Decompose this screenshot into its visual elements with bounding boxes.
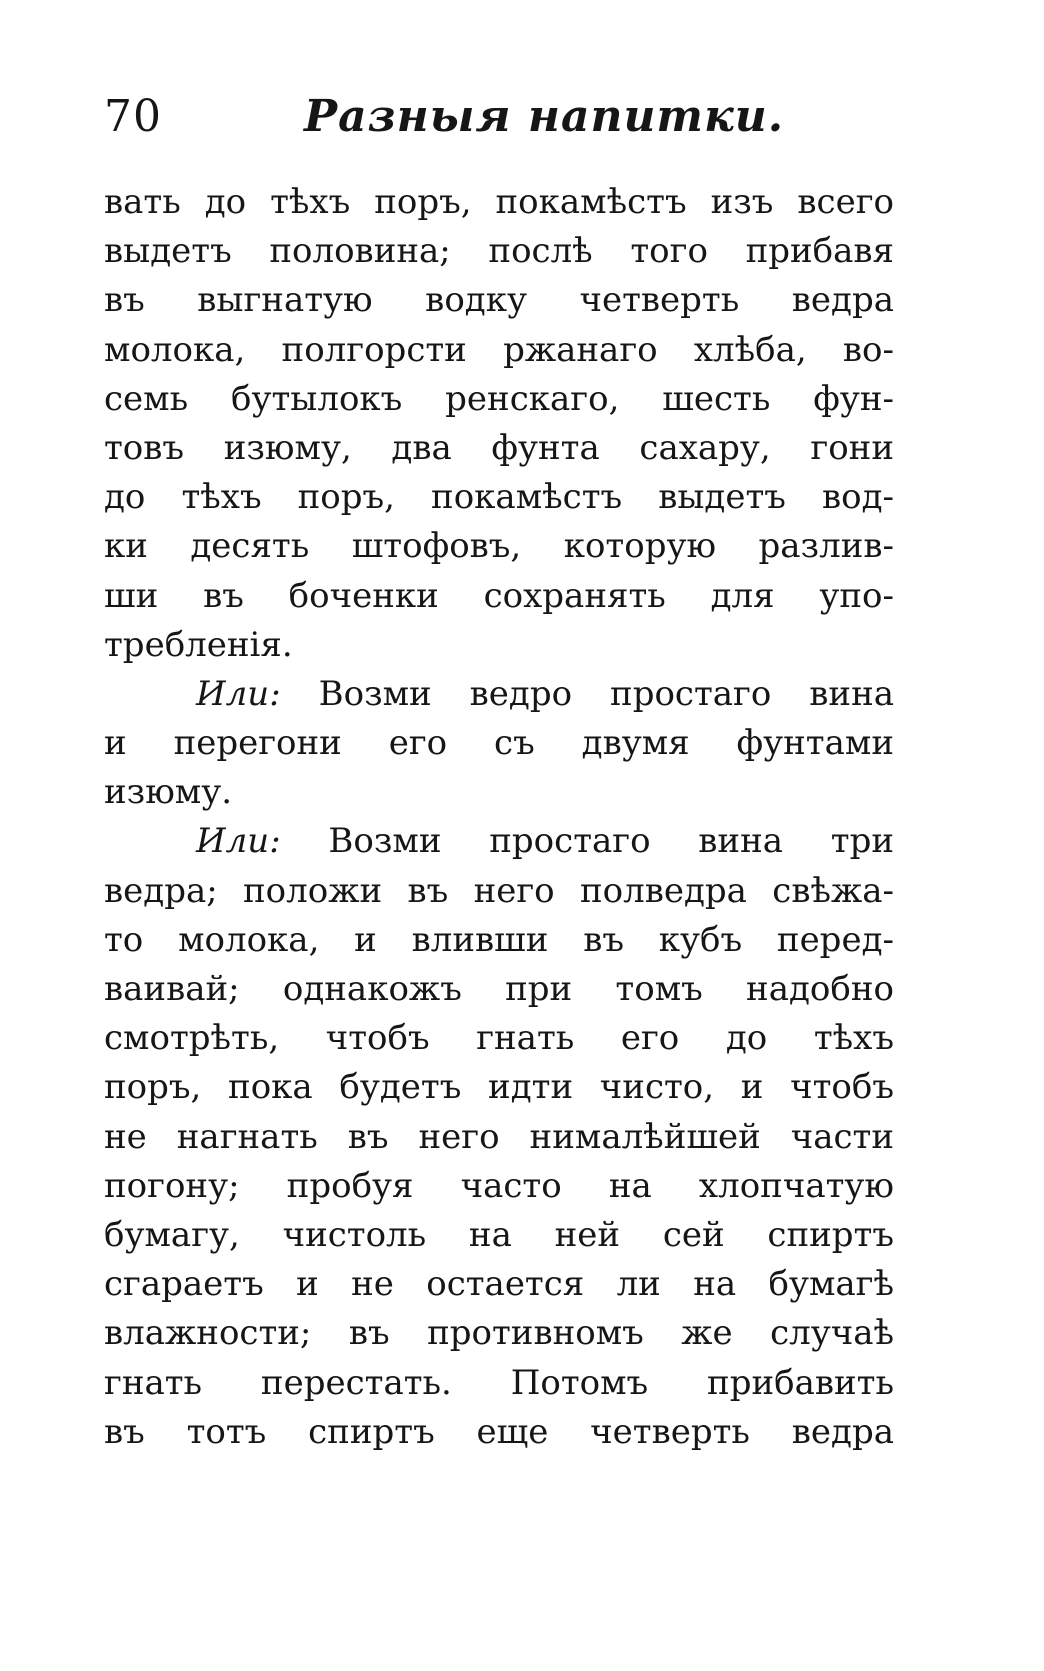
page-number: 70 <box>104 91 162 142</box>
text-line: бумагу, чистоль на ней сей спиртъ <box>104 1214 894 1255</box>
text-line: смотрѣть, чтобъ гнать его до тѣхъ <box>104 1018 894 1059</box>
text-line: ши въ боченки сохранять для упо- <box>104 575 894 616</box>
text-line: влажности; въ противномъ же случаѣ <box>104 1313 894 1354</box>
text-line: и перегони его съ двумя фунтами <box>104 723 894 764</box>
text-line: поръ, пока будетъ идти чисто, и чтобъ <box>104 1067 894 1108</box>
text-line: въ выгнатую водку четверть ведра <box>104 280 894 321</box>
text-line: погону; пробуя часто на хлопчатую <box>104 1165 894 1206</box>
text-line: до тѣхъ поръ, покамѣстъ выдетъ вод- <box>104 477 894 518</box>
text-line: выдетъ половина; послѣ того прибавя <box>104 231 894 272</box>
text-line: товъ изюму, два фунта сахару, гони <box>104 427 894 468</box>
page-header <box>104 82 894 152</box>
paragraph-lead-word: Или: <box>196 673 281 714</box>
text-line: ки десять штофовъ, которую разлив- <box>104 526 894 567</box>
text-line: сгараетъ и не остается ли на бумагѣ <box>104 1264 894 1305</box>
paragraph-first-line <box>104 670 894 719</box>
text-line: изюму. <box>104 772 233 813</box>
paragraph-lead-word: Или: <box>196 821 281 862</box>
text-line: молока, полгорсти ржанаго хлѣба, во- <box>104 329 894 370</box>
text-line: ведра; положи въ него полведра свѣжа- <box>104 870 894 911</box>
text-line: вать до тѣхъ поръ, покамѣстъ изъ всего <box>104 182 894 222</box>
text-line: ваивай; однакожъ при томъ надобно <box>104 969 894 1009</box>
text-line: семь бутылокъ ренскаго, шесть фун- <box>104 378 894 419</box>
body-text <box>104 178 894 1457</box>
text-line: требленія. <box>104 624 293 665</box>
text-line: не нагнать въ него нималѣйшей части <box>104 1116 894 1157</box>
text-line-rest: Возми ведро простаго вина <box>318 673 894 714</box>
text-line: гнать перестать. Потомъ прибавить <box>104 1362 894 1403</box>
paragraph-first-line <box>104 817 894 866</box>
text-line: въ тотъ спиртъ еще четверть ведра <box>104 1411 894 1452</box>
text-line-rest: Возми простаго вина три <box>328 821 894 862</box>
running-title: Разныя напитки. <box>304 91 785 142</box>
text-line: то молока, и вливши въ кубъ перед- <box>104 919 894 960</box>
